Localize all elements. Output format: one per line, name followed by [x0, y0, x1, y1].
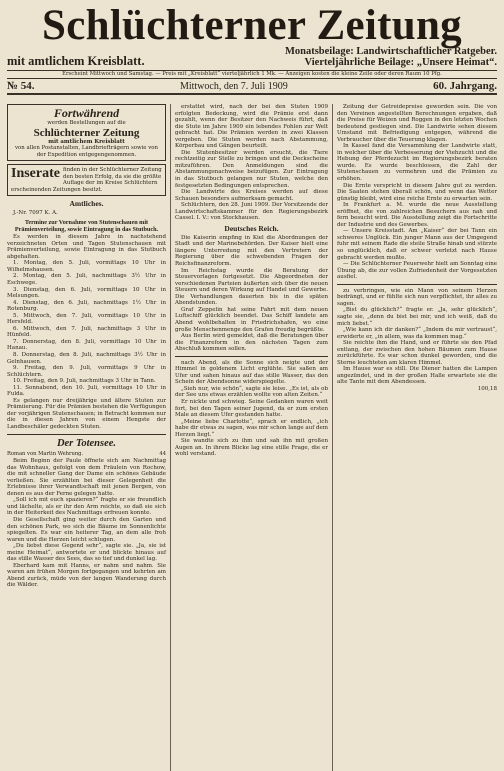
serial-paragraph: „Bist du glücklich?“ fragte er. „Ja, sehr glücklich“, sagte sie, „denn du bist bei mir, und ich weiß, daß du mich liebst.“ [337, 307, 497, 327]
issue-year: 60. Jahrgang. [433, 80, 497, 92]
subscription-ad-title: Fortwährend [53, 106, 120, 120]
inserate-ad [7, 164, 166, 196]
issue-number: № 54. [7, 80, 35, 92]
list-item: 2. Montag, den 5. Juli, nachmittags 3½ Uhr in Eschwege. [7, 273, 166, 286]
list-item: 6. Mittwoch, den 7. Juli, nachmittags 3 Uhr in Hünfeld. [7, 325, 166, 339]
section-divider [7, 434, 166, 435]
list-item: 10. Freitag, den 9. Juli, nachmittags 3 Uhr in Tann. [13, 378, 156, 385]
amtliches-heading: Amtliches. [69, 199, 104, 208]
article-paragraph: Die Kaiserin empfing in Kiel die Abordnungen der Stadt und der Marinebehörden. Der Kaiser hielt eine längere Unterredung mit den Vertretern der Regierung über die schwebenden Fragen der Reichsfinanzreform. [175, 234, 328, 268]
serial-paragraph: Im Hause war es still. Die Diener hatten die Lampen angezündet, und in der großen Halle erwartete sie die alte Tante mit dem Abendessen. [337, 366, 497, 386]
serial-paragraph: Sie reichte ihm die Hand, und er führte sie den Pfad entlang, der zwischen den hohen Bäumen zum Hause zurückführte. Es war schon dunkel geworden, und die Sterne leuchteten am klaren Himmel. [337, 340, 497, 366]
issue-bar [7, 78, 497, 95]
serial-paragraph: Sie wandte sich zu ihm und sah ihn mit großen Augen an. In ihrem Blicke lag eine stille Frage, die er wohl verstand. [175, 438, 328, 458]
stutenschau-list [7, 260, 166, 397]
deutsches-reich-heading: Deutsches Reich. [224, 223, 279, 233]
serial-paragraph: Die Gesellschaft ging weiter durch den Garten und den schönen Park, wo sich die Bäume im Sonnenlichte spiegelten. Es war ein heiterer Tag, an dem alle froh waren und die Herzen leicht schlugen. [7, 516, 166, 543]
article-paragraph: Die Stutenbesitzer werden ersucht, die Tiere rechtzeitig zur Stelle zu bringen und die Deckscheine mitzuführen. Den Anmeldungen sind die Abstammungsnachweise beizufügen. Zur Eintragung in das Stutbuch gelangen nur Stuten, welche den festgesetzten Bedingungen entsprechen. [175, 149, 328, 189]
article-paragraph: Die Landwirte des Kreises werden auf diese Schauen besonders aufmerksam gemacht. [175, 189, 328, 202]
subscription-ad-name: Schlüchterner Zeitung [33, 126, 140, 139]
article-paragraph: Im Reichstag wurde die Beratung der Steuervorlagen fortgesetzt. Die Abgeordneten der verschiedenen Parteien äußerten sich über die neuen Steuern und deren Wirkung auf Handel und Gewerbe. Die Verhandlungen dauerten bis in die späten Abendstunden. [175, 267, 328, 307]
list-item: 7. Donnerstag, den 8. Juli, vormittags 10 Uhr in Hanau. [7, 338, 166, 352]
serial-paragraph: „Meine liebe Charlotte“, sprach er endlich, „ich habe dir etwas zu sagen, was mir schon lange auf dem Herzen liegt.“ [175, 418, 328, 438]
list-item: 4. Dienstag, den 6. Juli, nachmittags 1½ Uhr in Rotenburg. [7, 299, 166, 313]
serial-footer-number: 100,18 [477, 385, 497, 392]
list-item: 3. Dienstag, den 6. Juli, vormittags 10 Uhr in Melsungen. [7, 286, 166, 300]
section-divider [175, 356, 328, 357]
subscription-ad [7, 104, 166, 161]
notice-reference: J.-Nr. 7097 K. A. [13, 210, 58, 216]
article-paragraph: In Kassel fand die Versammlung der Landwirte statt, in welcher über die Verbesserung der Viehzucht und die Hebung der Pferdezucht im Regierungsbezirk beraten wurde. Es wurde beschlossen, die Zahl der Stutenschauen zu vermehren und die Prämien zu erhöhen. [337, 143, 497, 183]
article-paragraph: — Unsere Kreisstadt. Am „Kaiser“ der bei Tann ein schweres Unglück. Ein junger Mann aus der Umgegend fuhr mit seinem Rade die steile Straße hinab und stürzte so unglücklich, daß er schwer verletzt nach Hause gebracht werden mußte. [337, 228, 497, 261]
publication-notice: Erscheint Mittwoch und Samstag. — Preis mit „Kreisblatt“ vierteljährlich 1 Mk. — Anzeigen kosten die kleine Zeile oder deren Raum 10 Pfg. [7, 70, 497, 78]
list-item: 5. Mittwoch, den 7. Juli, vormittags 10 Uhr in Hersfeld. [7, 312, 166, 326]
stutenschau-intro: Es werden in diesem Jahre in nachstehend verzeichneten Orten und Tagen Stutenschauen mit Prämienverteilung, sowie Eintragung in das Stutbuch abgehalten. [7, 234, 166, 260]
column-2 [170, 104, 332, 771]
masthead-supplements [285, 46, 497, 68]
column-3 [332, 104, 497, 771]
inserate-text: finden in der Schlüchterner Zeitung den besten Erfolg, da sie die größte Auflage der im Kreise Schlüchtern erscheinenden Zeitungen besitzt. [11, 167, 162, 193]
serial-paragraph: Er nickte und schwieg. Seine Gedanken waren weit fort, bei den Tagen seiner Jugend, da er zum ersten Male an diesem Ufer gestanden hatte. [175, 398, 328, 419]
serial-byline [7, 451, 166, 458]
issue-date: Mittwoch, den 7. Juli 1909 [179, 80, 288, 92]
subscription-ad-line1: werden Bestellungen auf die [47, 120, 126, 126]
list-item: 9. Freitag, den 9. Juli, vormittags 9 Uhr in Schlüchtern. [7, 365, 166, 378]
serial-paragraph: „Sieh nur, wie schön“, sagte sie leise. „Es ist, als ob der See uns etwas erzählen wollte von alten Zeiten.“ [175, 385, 328, 399]
article-paragraph: Zeitung der Getreidepreise geworden sein. Die von den Vereinen angestellten Berechnungen ergaben, daß die Preise für Weizen und Roggen in den letzten Wochen bedeutend gestiegen sind. Die Landwirte sehen diesem Umstand mit Befriedigung entgegen, während die Verbraucher über die Teuerung klagen. [337, 104, 497, 143]
article-paragraph: Die Ernte verspricht in diesem Jahre gut zu werden. Die Saaten stehen überall schön, und wenn das Wetter günstig bleibt, wird eine reiche Ernte zu erwarten sein. [337, 182, 497, 202]
serial-title: Der Totensee. [56, 437, 117, 449]
serial-paragraph: Eberhard kam mit Hanns, er nahm und nahm. Sie waren am frühen Morgen fortgegangen und kehrten am Abend zurück, müde von der langen Wanderung durch die Wälder. [7, 562, 166, 589]
article-paragraph: — Die Schlüchterner Feuerwehr hielt am Sonntag eine Übung ab, die zur vollen Zufriedenheit der Vorgesetzten ausfiel. [337, 261, 497, 281]
masthead-subtitle-left: mit amtlichem Kreisblatt. [7, 54, 145, 68]
inserate-label: Inserate [11, 166, 60, 181]
serial-paragraph: „Du liebst diese Gegend sehr“, sagte sie. „Ja, sie ist meine Heimat“, antwortete er und blickte hinaus auf das stille Wasser des Sees, das so tief und dunkel lag. [7, 543, 166, 563]
subscription-ad-line3: von allen Postanstalten, Landbriefträgern sowie von der Expedition entgegengenommen. [15, 145, 158, 158]
column-1 [7, 104, 170, 771]
serial-paragraph: nach Abend, als die Sonne sich neigte und der Himmel in goldenem Licht erglühte. Sie saßen am Ufer und sahen hinaus auf das stille Wasser, das den Schein der Abendsonne widerspiegelte. [175, 359, 328, 386]
list-item: 8. Donnerstag, den 8. Juli, nachmittags 3½ Uhr in Gelnhausen. [7, 351, 166, 365]
article-signature: Schlüchtern, den 28. Juni 1909. Der Vorsitzende der Landwirtschaftskammer für den Regierungsbezirk Cassel. I. V.: von Stockhausen. [175, 202, 328, 222]
supplement-monthly: Monatsbeilage: Landwirtschaftlicher Ratgeber. [284, 46, 497, 57]
serial-paragraph: „Soll ich mit euch spazieren?“ fragte er sie freundlich und lächelte, als er ihr den Arm reichte, so daß sie sich in der Heiterkeit des Nachmittags erfreuen konnte. [7, 497, 166, 517]
article-paragraph: Graf Zeppelin hat seine Fahrt mit dem neuen Luftschiff glücklich beendet. Das Schiff landete am Abend wohlbehalten in Friedrichshafen, wo eine große Menschenmenge den Grafen freudig begrüßte. [175, 306, 328, 333]
serial-author: Roman von Martin Wehrung. [7, 450, 84, 457]
serial-paragraph: zu verbringen, wie ein Mann von seinem Herzen bedrängt, und er fühlte sich nun verpflichtet, ihr alles zu sagen. [337, 287, 497, 307]
stutenschau-heading: Termine zur Vornahme von Stutenschauen mit Prämienverteilung, sowie Eintragung in das Stutbuch. [14, 218, 159, 233]
serial-paragraph: Beim Beginn der Paule öffnete sich am Nachmittag das Wohnhaus, gefolgt von dem Fräulein von Rochow, die mit schneller Gang der Dame ein schönes Gebäude verließen. Sie erzählten bei dieser Gelegenheit die Erlebnisse ihrer Verwandtschaft mit jenen Bergen, von denen es aus der Ferne gelegen hatte. [7, 458, 166, 497]
serial-number: 44 [159, 450, 166, 457]
supplement-quarterly: Vierteljährliche Beilage: „Unsere Heimat“. [304, 57, 497, 68]
article-paragraph: erstattet wird, nach der bei den Stuten 1909 erfolgten Bedeckung, wird die Prämie erst dann gezahlt, wenn der Besitzer den Nachweis führt, daß die Stute im Jahre 1909 ein lebendes Fohlen zur Welt gebracht hat. Die Prämien werden in zwei Klassen vergeben. Die Stuten werden nach Abstammung, Körperbau und Gängen beurteilt. [175, 104, 328, 150]
list-item: 1. Montag, den 5. Juli, vormittags 10 Uhr in Wilhelmshausen. [7, 260, 166, 273]
stutenschau-closing: Es gelangen nur dreijährige und ältere Stuten zur Prämiierung. Für die Prämien bestehen die Verfügungen der vorjährigen Stutenschauen; in Betracht kommen nur die in diesen Jahren von einem Hengste der Landbeschäler gedeckten Stuten. [7, 397, 166, 430]
section-divider [337, 284, 497, 285]
article-paragraph: In Frankfurt a. M. wurde die neue Ausstellung eröffnet, die von zahlreichen Besuchern aus nah und fern besucht wird. Die Ausstellung zeigt die Fortschritte der Industrie und des Gewerbes. [337, 202, 497, 228]
article-paragraph: Aus Berlin wird gemeldet, daß die Beratungen über die Finanzreform in den nächsten Tagen zum Abschluß kommen sollen. [175, 333, 328, 353]
list-item: 11. Sonnabend, den 10. Juli, vormittags 10 Uhr in Fulda. [7, 384, 166, 398]
subscription-ad-line2: mit amtlichem Kreisblatt [48, 138, 125, 145]
masthead-subtitle-row [7, 48, 497, 68]
serial-paragraph: „Wie kann ich dir danken?“ „Indem du mir vertraust“, erwiderte er, „in allem, was da kommen mag.“ [337, 327, 497, 340]
masthead-title: Schlüchterner Zeitung [42, 2, 462, 49]
article-columns [7, 104, 497, 771]
